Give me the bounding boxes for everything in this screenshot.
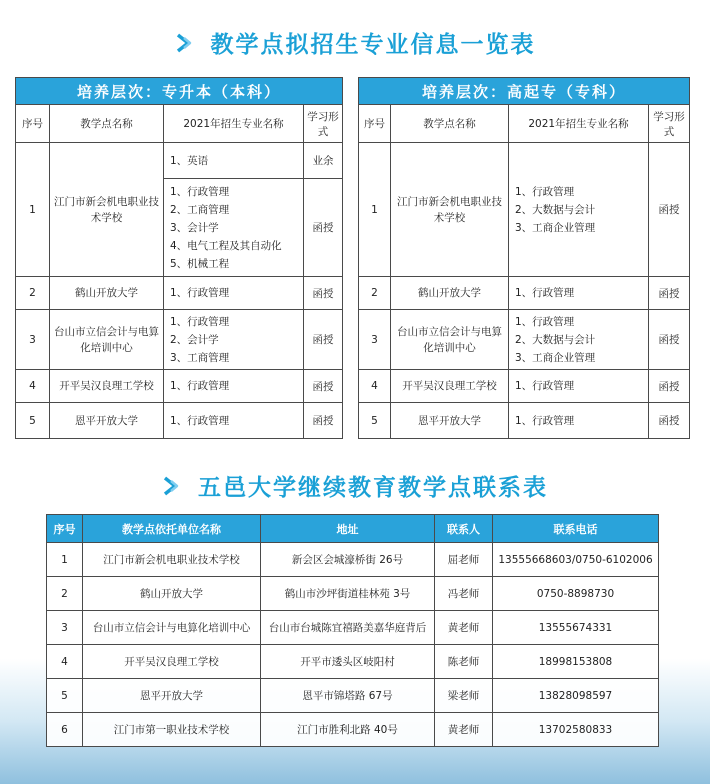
form-cell: 业余	[304, 143, 343, 179]
major-item: 1、行政管理	[170, 380, 230, 392]
col-seq: 序号	[47, 515, 83, 543]
unit-cell: 恩平开放大学	[83, 679, 261, 713]
seq-cell: 5	[47, 679, 83, 713]
contact-cell: 屈老师	[435, 543, 493, 577]
school-cell: 江门市新会机电职业技术学校	[391, 143, 509, 277]
table-row	[359, 310, 690, 370]
table-row	[16, 143, 343, 179]
col-majors: 2021年招生专业名称	[164, 105, 304, 143]
seq-cell: 6	[47, 713, 83, 747]
major-item: 3、工商企业管理	[515, 221, 596, 234]
seq-cell: 4	[16, 370, 50, 403]
address-cell: 恩平市锦塔路 67号	[261, 679, 435, 713]
phone-cell: 13555674331	[493, 611, 659, 645]
majors-cell	[509, 403, 649, 439]
col-seq: 序号	[16, 105, 50, 143]
form-cell: 函授	[304, 277, 343, 310]
phone-cell: 18998153808	[493, 645, 659, 679]
majors-cell	[164, 277, 304, 310]
majors-cell	[509, 277, 649, 310]
level-band: 培养层次：高起专（专科）	[359, 78, 690, 105]
major-item: 1、行政管理	[170, 315, 230, 328]
form-cell: 函授	[649, 143, 690, 277]
table-row	[16, 310, 343, 370]
address-cell: 开平市逶头区岐阳村	[261, 645, 435, 679]
phone-cell: 13555668603/0750-6102006	[493, 543, 659, 577]
major-item: 1、行政管理	[515, 414, 575, 427]
table-row	[47, 611, 659, 645]
school-cell: 恩平开放大学	[391, 403, 509, 439]
section-title	[0, 469, 710, 502]
phone-cell: 13702580833	[493, 713, 659, 747]
seq-cell: 1	[16, 143, 50, 277]
major-item: 1、英语	[170, 154, 209, 167]
seq-cell: 1	[359, 143, 391, 277]
table-row	[47, 543, 659, 577]
school-cell: 开平吴汉良理工学校	[391, 370, 509, 403]
school-cell: 江门市新会机电职业技术学校	[50, 143, 164, 277]
phone-cell: 13828098597	[493, 679, 659, 713]
address-cell: 新会区会城濠桥街 26号	[261, 543, 435, 577]
major-item: 3、工商管理	[170, 351, 230, 364]
col-address: 地址	[261, 515, 435, 543]
seq-cell: 2	[359, 277, 391, 310]
table-row	[359, 403, 690, 439]
table-row	[47, 679, 659, 713]
major-item: 2、会计学	[170, 333, 219, 346]
form-cell: 函授	[649, 403, 690, 439]
majors-cell	[509, 370, 649, 403]
major-item: 2、工商管理	[170, 203, 230, 216]
form-cell: 函授	[304, 310, 343, 370]
address-cell: 台山市台城陈宜禧路美嘉华庭背后	[261, 611, 435, 645]
major-item: 1、行政管理	[170, 414, 230, 427]
major-item: 3、会计学	[170, 221, 219, 234]
majors-cell	[164, 179, 304, 277]
table-row	[359, 277, 690, 310]
table-row	[47, 645, 659, 679]
form-cell: 函授	[649, 277, 690, 310]
majors-cell	[164, 370, 304, 403]
page-title	[0, 26, 710, 59]
seq-cell: 5	[16, 403, 50, 439]
major-item: 1、行政管理	[170, 287, 230, 299]
address-cell: 江门市胜利北路 40号	[261, 713, 435, 747]
seq-cell: 4	[359, 370, 391, 403]
col-school: 教学点名称	[50, 105, 164, 143]
seq-cell: 5	[359, 403, 391, 439]
chevron-right-icon	[175, 32, 197, 54]
major-item: 1、行政管理	[515, 380, 575, 392]
col-phone: 联系电话	[493, 515, 659, 543]
major-item: 1、行政管理	[515, 287, 575, 299]
form-cell: 函授	[304, 403, 343, 439]
table-row	[359, 370, 690, 403]
majors-cell	[164, 143, 304, 179]
col-form: 学习形式	[304, 105, 343, 143]
school-cell: 台山市立信会计与电算化培训中心	[50, 310, 164, 370]
contact-cell: 陈老师	[435, 645, 493, 679]
col-school: 教学点名称	[391, 105, 509, 143]
majors-cell	[164, 310, 304, 370]
form-cell: 函授	[304, 179, 343, 277]
contact-cell: 梁老师	[435, 679, 493, 713]
majors-cell	[509, 143, 649, 277]
col-contact: 联系人	[435, 515, 493, 543]
school-cell: 恩平开放大学	[50, 403, 164, 439]
upgrade-majors-table	[15, 77, 343, 439]
form-cell: 函授	[304, 370, 343, 403]
col-seq: 序号	[359, 105, 391, 143]
unit-cell: 江门市新会机电职业技术学校	[83, 543, 261, 577]
section-title-text: 五邑大学继续教育教学点联系表	[198, 475, 548, 501]
seq-cell: 2	[16, 277, 50, 310]
major-item: 1、行政管理	[515, 185, 575, 198]
col-unit: 教学点依托单位名称	[83, 515, 261, 543]
major-item: 1、行政管理	[515, 315, 575, 328]
phone-cell: 0750-8898730	[493, 577, 659, 611]
page-title-text: 教学点拟招生专业信息一览表	[210, 32, 536, 58]
seq-cell: 2	[47, 577, 83, 611]
major-item: 3、工商企业管理	[515, 351, 596, 364]
unit-cell: 鹤山开放大学	[83, 577, 261, 611]
table-row	[359, 143, 690, 277]
school-cell: 鹤山开放大学	[391, 277, 509, 310]
major-item: 2、大数据与会计	[515, 203, 596, 216]
col-majors: 2021年招生专业名称	[509, 105, 649, 143]
address-cell: 鹤山市沙坪街道桂林苑 3号	[261, 577, 435, 611]
seq-cell: 3	[359, 310, 391, 370]
unit-cell: 江门市第一职业技术学校	[83, 713, 261, 747]
school-cell: 鹤山开放大学	[50, 277, 164, 310]
seq-cell: 4	[47, 645, 83, 679]
majors-cell	[164, 403, 304, 439]
col-form: 学习形式	[649, 105, 690, 143]
level-band: 培养层次：专升本（本科）	[16, 78, 343, 105]
major-item: 2、大数据与会计	[515, 333, 596, 346]
table-row	[16, 370, 343, 403]
table-row	[47, 713, 659, 747]
unit-cell: 台山市立信会计与电算化培训中心	[83, 611, 261, 645]
table-row	[16, 403, 343, 439]
contact-cell: 冯老师	[435, 577, 493, 611]
form-cell: 函授	[649, 310, 690, 370]
seq-cell: 1	[47, 543, 83, 577]
seq-cell: 3	[16, 310, 50, 370]
unit-cell: 开平吴汉良理工学校	[83, 645, 261, 679]
school-cell: 开平吴汉良理工学校	[50, 370, 164, 403]
major-item: 5、机械工程	[170, 257, 230, 270]
college-majors-table	[358, 77, 690, 439]
table-row	[47, 577, 659, 611]
major-item: 4、电气工程及其自动化	[170, 239, 282, 252]
contact-cell: 黄老师	[435, 611, 493, 645]
majors-cell	[509, 310, 649, 370]
form-cell: 函授	[649, 370, 690, 403]
major-item: 1、行政管理	[170, 185, 230, 198]
table-row	[16, 277, 343, 310]
contact-cell: 黄老师	[435, 713, 493, 747]
contact-table	[46, 514, 659, 747]
seq-cell: 3	[47, 611, 83, 645]
school-cell: 台山市立信会计与电算化培训中心	[391, 310, 509, 370]
chevron-right-icon	[162, 475, 184, 497]
